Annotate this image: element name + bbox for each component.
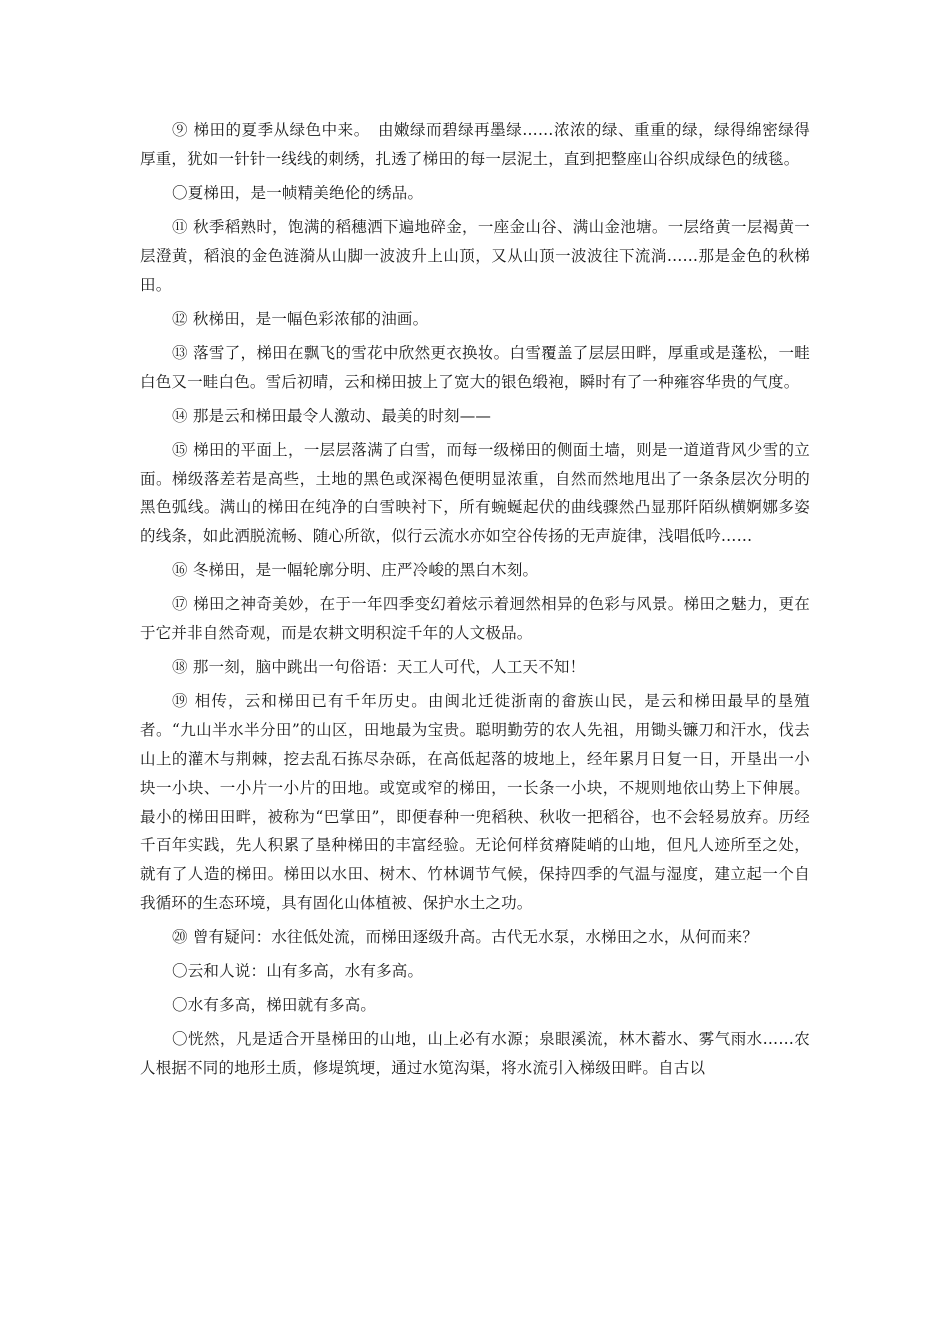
paragraph-22: 〇水有多高，梯田就有多高。 <box>172 996 377 1015</box>
paragraph-20: ⑳ 曾有疑问：水往低处流，而梯田逐级升高。古代无水泵，水梯田之水，从何而来？ <box>172 927 759 946</box>
paragraph-13: ⑬ 落雪了，梯田在飘飞的雪花中欣然更衣换妆。白雪覆盖了层层田畔，厚重或是蓬松，一畦白色又一畦白色。雪后初晴，云和梯田披上了宽大的银色缎袍，瞬时有了一种雍容华贵的气度。 <box>140 343 810 391</box>
paragraph-11: ⑪ 秋季稻熟时，饱满的稻穗洒下遍地碎金，一座金山谷、满山金池塘。一层络黄一层褐黄一层澄黄，稻浪的金色涟漪从山脚一波波升上山顶，又从山顶一波波往下流淌……那是金色的秋梯田。 <box>140 217 810 294</box>
paragraph-12: ⑫ 秋梯田，是一幅色彩浓郁的油画。 <box>172 309 429 328</box>
paragraph-19: ⑲ 相传，云和梯田已有千年历史。由闽北迁徙浙南的畲族山民，是云和梯田最早的垦殖者。“九山半水半分田”的山区，田地最为宝贵。聪明勤劳的农人先祖，用锄头镰刀和汗水，伐去山上的灌木与荆棘，挖去乱石拣尽杂砾，在高低起落的坡地上，经年累月日复一日，开垦出一小块一小块、一小片一小片的田地。或宽或窄的梯田，一长条一小块，不规则地依山势上下伸展。最小的梯田田畔，被称为“巴掌田”，即便春种一兜稻秧、秋收一把稻谷，也不会轻易放弃。历经千百年实践，先人积累了垦种梯田的丰富经验。无论何样贫瘠陡峭的山地，但凡人迹所至之处，就有了人造的梯田。梯田以水田、树木、竹林调节气候，保持四季的气温与湿度，建立起一个自我循环的生态环境，具有固化山体植被、保护水土之功。 <box>140 692 810 912</box>
paragraph-16: ⑯ 冬梯田，是一幅轮廓分明、庄严冷峻的黑白木刻。 <box>172 561 539 580</box>
paragraph-14: ⑭ 那是云和梯田最令人激动、最美的时刻—— <box>172 406 492 425</box>
paragraph-10: 〇夏梯田，是一帧精美绝伦的绣品。 <box>172 183 424 202</box>
paragraph-15: ⑮ 梯田的平面上，一层层落满了白雪，而每一级梯田的侧面土墙，则是一道道背风少雪的立面。梯级落差若是高些，土地的黑色或深褐色便明显浓重，自然而然地甩出了一条条层次分明的黑色弧线。满山的梯田在纯净的白雪映衬下，所有蜿蜒起伏的曲线骤然凸显那阡陌纵横婀娜多姿的线条，如此洒脱流畅、随心所欲，似行云流水亦如空谷传扬的无声旋律，浅唱低吟…… <box>140 440 810 546</box>
paragraph-18: ⑱ 那一刻，脑中跳出一句俗语：天工人可代，人工天不知！ <box>172 658 586 677</box>
paragraph-17: ⑰ 梯田之神奇美妙，在于一年四季变幻着炫示着迥然相异的色彩与风景。梯田之魅力，更在于它并非自然奇观，而是农耕文明积淀千年的人文极品。 <box>140 595 810 643</box>
article-body <box>140 116 810 1088</box>
paragraph-9: ⑨ 梯田的夏季从绿色中来。 由嫩绿而碧绿再墨绿……浓浓的绿、重重的绿，绿得绵密绿得厚重，犹如一针针一线线的刺绣，扎透了梯田的每一层泥土，直到把整座山谷织成绿色的绒毯。 <box>140 121 810 168</box>
paragraph-21: 〇云和人说：山有多高，水有多高。 <box>172 962 424 981</box>
paragraph-23: 〇恍然，凡是适合开垦梯田的山地，山上必有水源；泉眼溪流，林木蓄水、雾气雨水……农人根据不同的地形土质，修堤筑埂，通过水笕沟渠，将水流引入梯级田畔。自古以 <box>140 1030 810 1078</box>
